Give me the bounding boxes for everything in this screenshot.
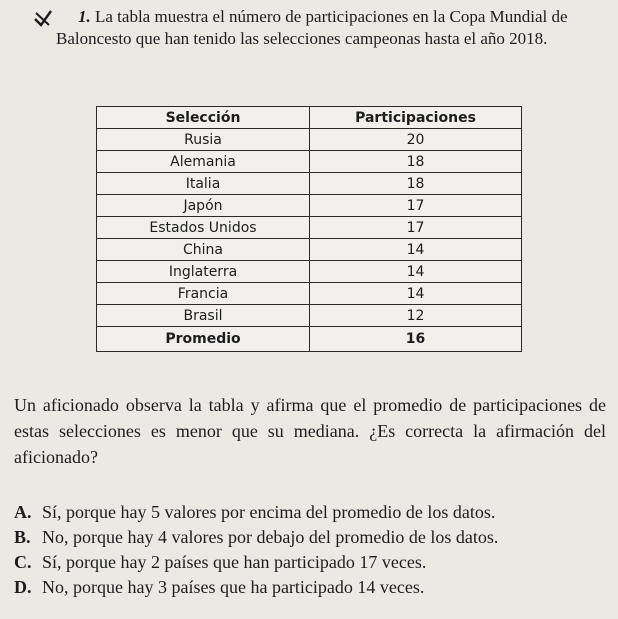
team-cell: Estados Unidos xyxy=(97,217,310,239)
team-cell: Brasil xyxy=(97,305,310,327)
table-row xyxy=(97,217,522,239)
table-row xyxy=(97,283,522,305)
answer-option[interactable] xyxy=(14,525,614,550)
option-letter: A. xyxy=(14,502,32,522)
table-row xyxy=(97,261,522,283)
participations-cell: 18 xyxy=(310,151,522,173)
table-header-row xyxy=(97,107,522,129)
answer-option[interactable] xyxy=(14,575,614,600)
participations-table xyxy=(96,106,522,352)
check-mark-icon xyxy=(34,10,52,28)
answer-option[interactable] xyxy=(14,550,614,575)
option-text: Sí, porque hay 5 valores por encima del promedio de los datos. xyxy=(42,502,496,522)
option-letter: C. xyxy=(14,552,32,572)
table-row xyxy=(97,151,522,173)
header-team: Selección xyxy=(97,107,310,129)
average-label: Promedio xyxy=(97,327,310,352)
question-prompt: Un aficionado observa la tabla y afirma que el promedio de participaciones de estas selecciones es menor que su mediana. ¿Es correcta la afirmación del aficionado? xyxy=(14,395,606,467)
option-text: No, porque hay 4 valores por debajo del promedio de los datos. xyxy=(42,527,499,547)
participations-cell: 18 xyxy=(310,173,522,195)
team-cell: Alemania xyxy=(97,151,310,173)
option-text: Sí, porque hay 2 países que han participado 17 veces. xyxy=(42,552,427,572)
team-cell: Japón xyxy=(97,195,310,217)
participations-cell: 14 xyxy=(310,283,522,305)
team-cell: Francia xyxy=(97,283,310,305)
table-row xyxy=(97,195,522,217)
team-cell: China xyxy=(97,239,310,261)
team-cell: Italia xyxy=(97,173,310,195)
question-text: La tabla muestra el número de participaciones en la Copa Mundial de Baloncesto que han tenido las selecciones campeonas hasta el año 2018. xyxy=(56,7,568,48)
team-cell: Inglaterra xyxy=(97,261,310,283)
option-text: No, porque hay 3 países que ha participado 14 veces. xyxy=(42,577,425,597)
participations-cell: 20 xyxy=(310,129,522,151)
option-letter: D. xyxy=(14,577,32,597)
table-body xyxy=(97,129,522,352)
participations-cell: 12 xyxy=(310,305,522,327)
option-letter: B. xyxy=(14,527,31,547)
answer-option[interactable] xyxy=(14,500,614,525)
average-row xyxy=(97,327,522,352)
answer-options xyxy=(14,500,614,600)
table-row xyxy=(97,173,522,195)
question-number: 1. xyxy=(78,7,91,26)
participations-cell: 14 xyxy=(310,239,522,261)
participations-cell: 17 xyxy=(310,217,522,239)
question-statement xyxy=(56,6,596,50)
participations-cell: 17 xyxy=(310,195,522,217)
table-row xyxy=(97,129,522,151)
average-value: 16 xyxy=(310,327,522,352)
table-row xyxy=(97,239,522,261)
team-cell: Rusia xyxy=(97,129,310,151)
header-participations: Participaciones xyxy=(310,107,522,129)
participations-cell: 14 xyxy=(310,261,522,283)
table-row xyxy=(97,305,522,327)
